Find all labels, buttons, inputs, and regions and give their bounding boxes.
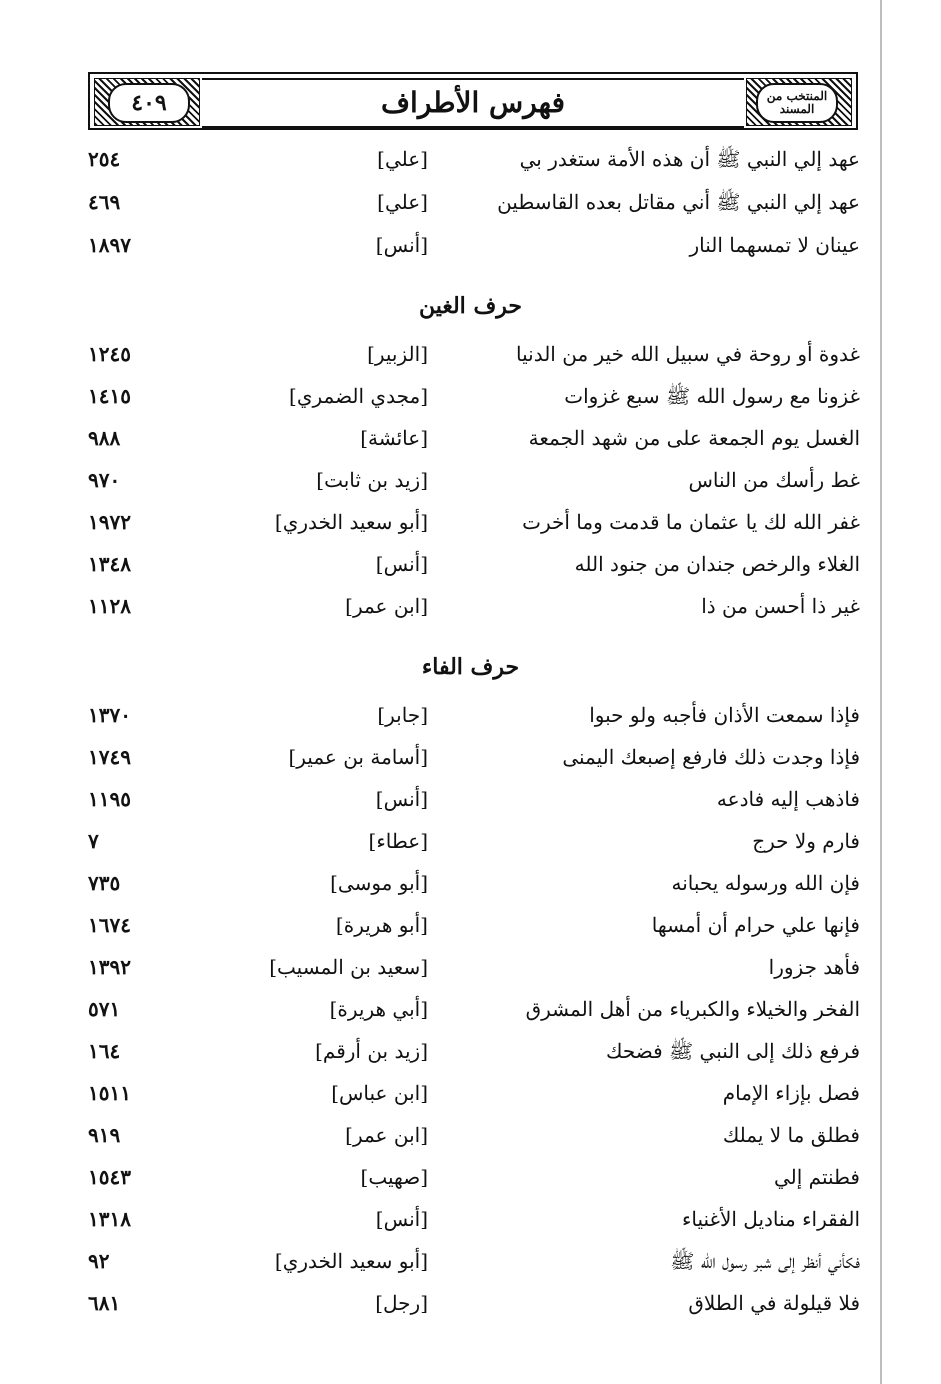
entry-number: ١٨٩٧ [88, 233, 131, 257]
index-entry [80, 1039, 860, 1075]
entry-number: ١٣١٨ [88, 1207, 131, 1231]
entry-narrator: [عطاء] [368, 829, 428, 853]
entry-text: عهد إلي النبي ﷺ أني مقاتل بعده القاسطين [497, 190, 860, 214]
entry-text: فرفع ذلك إلى النبي ﷺ فضحك [606, 1039, 860, 1063]
index-entry [80, 468, 860, 504]
entry-text: غفر الله لك يا عثمان ما قدمت وما أخرت [522, 510, 860, 534]
entry-narrator: [الزبير] [367, 342, 428, 366]
entry-text: غزونا مع رسول الله ﷺ سبع غزوات [564, 384, 860, 408]
index-entry [80, 1291, 860, 1327]
page-title: فهرس الأطراف [381, 85, 565, 119]
entry-number: ١١٩٥ [88, 787, 131, 811]
entry-narrator: [أبو سعيد الخدري] [274, 1249, 428, 1273]
entry-text: فإنها علي حرام أن أمسها [651, 913, 860, 937]
page-number: ٤٠٩ [108, 83, 190, 123]
index-entry [80, 913, 860, 949]
entry-number: ٥٧١ [88, 997, 121, 1021]
entry-number: ١٢٤٥ [88, 342, 131, 366]
entry-number: ١٤١٥ [88, 384, 131, 408]
entry-number: ١٣٩٢ [88, 955, 131, 979]
entry-number: ٦٨١ [88, 1291, 121, 1315]
entry-narrator: [أنس] [375, 787, 428, 811]
entry-text: فارم ولا حرج [752, 829, 860, 853]
page-edge-rule [880, 0, 882, 1384]
entry-number: ١٧٤٩ [88, 745, 131, 769]
entry-narrator: [أسامة بن عمير] [288, 745, 428, 769]
entry-narrator: [صهيب] [360, 1165, 428, 1189]
index-entry [80, 1123, 860, 1159]
index-entry [80, 233, 860, 269]
index-entry [80, 703, 860, 739]
index-entry [80, 955, 860, 991]
entry-narrator: [ابن عباس] [331, 1081, 428, 1105]
index-entry [80, 510, 860, 546]
entry-text: فإذا وجدت ذلك فارفع إصبعك اليمنى [562, 745, 860, 769]
entry-narrator: [ابن عمر] [345, 594, 428, 618]
book-emblem: المنتخب من المسند [756, 83, 838, 123]
entry-text: فطنتم إلي [773, 1165, 860, 1189]
entry-number: ٢٥٤ [88, 147, 121, 171]
entry-narrator: [عائشة] [360, 426, 428, 450]
entry-number: ١٦٧٤ [88, 913, 131, 937]
entry-number: ١٩٧٢ [88, 510, 131, 534]
entry-number: ١٦٤ [88, 1039, 121, 1063]
entry-narrator: [ابن عمر] [345, 1123, 428, 1147]
entry-narrator: [أنس] [375, 552, 428, 576]
index-entry [80, 787, 860, 823]
entry-narrator: [أنس] [375, 1207, 428, 1231]
entry-number: ٩٧٠ [88, 468, 121, 492]
entry-number: ١٥٤٣ [88, 1165, 131, 1189]
entry-number: ٩٢ [88, 1249, 110, 1273]
index-entry [80, 1207, 860, 1243]
entry-text: الغلاء والرخص جندان من جنود الله [574, 552, 860, 576]
entry-text: الفقراء مناديل الأغنياء [681, 1207, 860, 1231]
entry-text: غط رأسك من الناس [688, 468, 860, 492]
section-heading: حرف الغين [418, 293, 523, 319]
entry-narrator: [سعيد بن المسيب] [269, 955, 428, 979]
entry-text: فأهد جزورا [768, 955, 860, 979]
entry-narrator: [زيد بن ثابت] [316, 468, 428, 492]
entry-number: ٤٦٩ [88, 190, 121, 214]
entry-number: ٧٣٥ [88, 871, 121, 895]
entry-narrator: [علي] [377, 147, 428, 171]
entry-narrator: [أبو هريرة] [335, 913, 428, 937]
entry-narrator: [أبو سعيد الخدري] [274, 510, 428, 534]
entry-text: فطلق ما لا يملك [722, 1123, 860, 1147]
index-entry [80, 997, 860, 1033]
index-entry [80, 384, 860, 420]
index-entry [80, 552, 860, 588]
entry-text: غدوة أو روحة في سبيل الله خير من الدنيا [516, 342, 860, 366]
index-entry [80, 594, 860, 630]
index-entry [80, 190, 860, 226]
entry-narrator: [رجل] [375, 1291, 428, 1315]
index-entry [80, 1081, 860, 1117]
entry-narrator: [أبو موسى] [330, 871, 428, 895]
entry-text: فكأني أنظر إلى شبر رسول الله ﷺ [670, 1249, 860, 1273]
page-header [88, 72, 858, 130]
entry-narrator: [زيد بن أرقم] [315, 1039, 428, 1063]
entry-text: الفخر والخيلاء والكبرياء من أهل المشرق [525, 997, 860, 1021]
entry-narrator: [مجدي الضمري] [289, 384, 428, 408]
entry-narrator: [أبي هريرة] [329, 997, 428, 1021]
entry-text: فإذا سمعت الأذان فأجبه ولو حبوا [589, 703, 860, 727]
entry-narrator: [علي] [377, 190, 428, 214]
index-entry [80, 745, 860, 781]
entry-narrator: [جابر] [377, 703, 428, 727]
entry-text: الغسل يوم الجمعة على من شهد الجمعة [528, 426, 860, 450]
entry-number: ١٣٧٠ [88, 703, 131, 727]
entry-number: ١٣٤٨ [88, 552, 131, 576]
entry-number: ١٥١١ [88, 1081, 131, 1105]
entry-text: فإن الله ورسوله يحبانه [671, 871, 860, 895]
index-entry [80, 426, 860, 462]
entry-number: ٧ [88, 829, 99, 853]
entry-number: ١١٢٨ [88, 594, 131, 618]
entry-narrator: [أنس] [375, 233, 428, 257]
entry-text: فصل بإزاء الإمام [722, 1081, 860, 1105]
entry-number: ٩١٩ [88, 1123, 121, 1147]
index-entry [80, 871, 860, 907]
index-entry [80, 147, 860, 183]
index-entry [80, 829, 860, 865]
entry-text: فاذهب إليه فادعه [716, 787, 860, 811]
index-entry [80, 342, 860, 378]
entry-text: غير ذا أحسن من ذا [701, 594, 860, 618]
entry-number: ٩٨٨ [88, 426, 121, 450]
entry-text: فلا قيلولة في الطلاق [688, 1291, 860, 1315]
entry-text: عينان لا تمسهما النار [689, 233, 860, 257]
section-heading: حرف الفاء [421, 654, 520, 680]
index-entry [80, 1249, 860, 1285]
index-entry [80, 1165, 860, 1201]
entry-text: عهد إلي النبي ﷺ أن هذه الأمة ستغدر بي [519, 147, 860, 171]
